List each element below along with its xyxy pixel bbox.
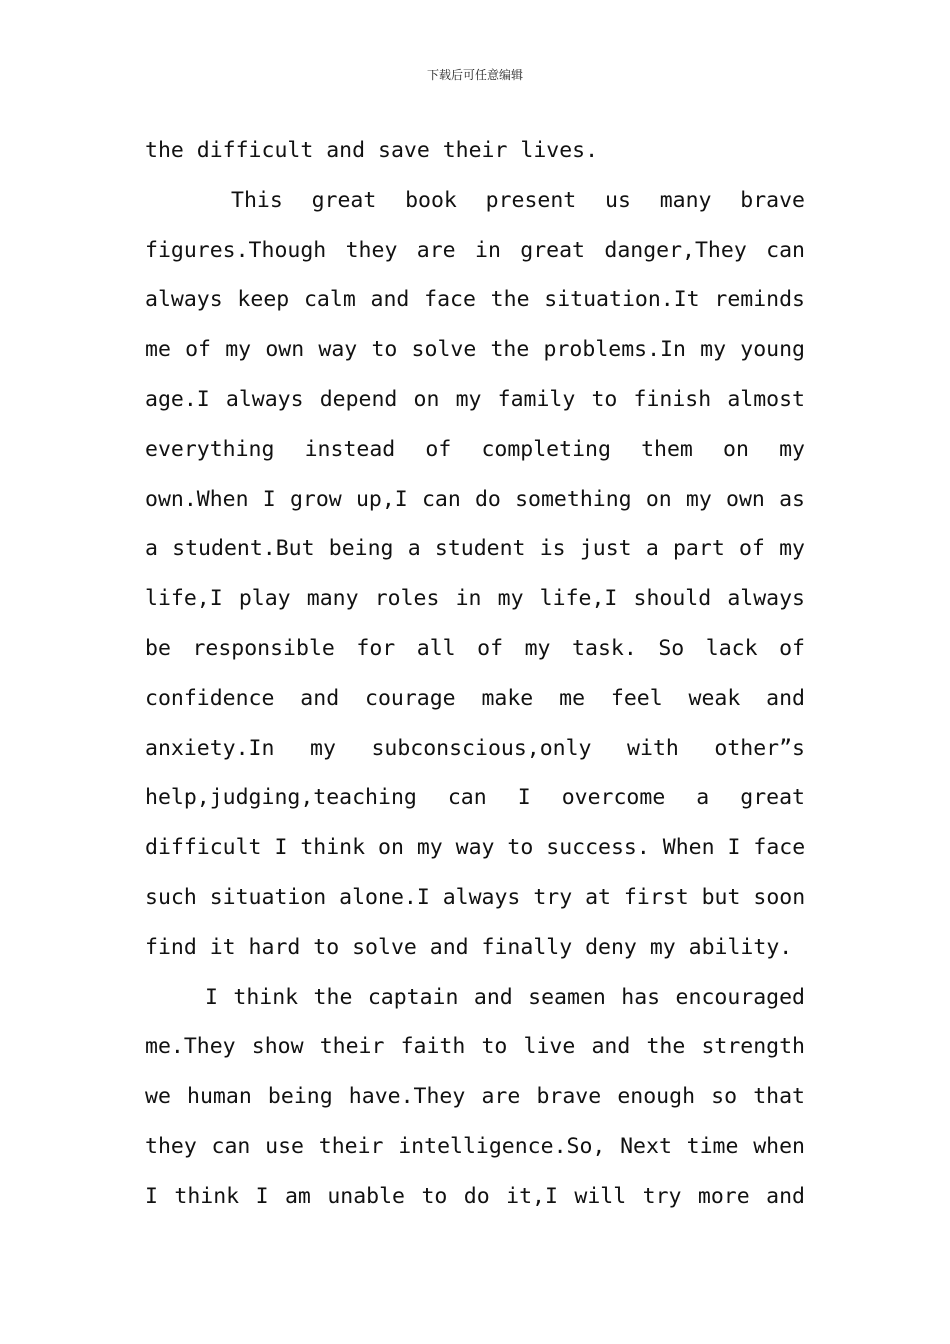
- text-line: be responsible for all of my task. So lack of: [145, 635, 805, 661]
- text-line: they can use their intelligence.So, Next time when: [145, 1133, 805, 1159]
- text-line: me of my own way to solve the problems.In my young: [145, 337, 805, 363]
- text-line: the difficult and save their lives.: [145, 138, 599, 163]
- text-line: anxiety.In my subconscious,only with other”s: [145, 735, 805, 761]
- text-line: I think I am unable to do it,I will try more and: [145, 1183, 805, 1209]
- text-line: figures.Though they are in great danger,They can: [145, 237, 805, 263]
- text-line: age.I always depend on my family to finish almost: [145, 386, 805, 412]
- body-text: [145, 126, 805, 1222]
- text-line: always keep calm and face the situation.It reminds: [145, 287, 805, 313]
- paragraph: [145, 973, 805, 1222]
- paragraph: [145, 126, 805, 176]
- paragraph: [145, 176, 805, 973]
- page-header-note: 下载后可任意编辑: [426, 68, 523, 82]
- text-line: find it hard to solve and finally deny my ability.: [145, 934, 793, 960]
- text-line: life,I play many roles in my life,I should always: [145, 586, 805, 612]
- text-line: help,judging,teaching can I overcome a great: [145, 785, 805, 811]
- text-line: me.They show their faith to live and the strength: [145, 1034, 805, 1060]
- text-line: such situation alone.I always try at first but soon: [145, 884, 806, 910]
- text-line: confidence and courage make me feel weak and: [145, 685, 805, 711]
- text-line: a student.But being a student is just a part of my: [145, 536, 805, 562]
- text-line: own.When I grow up,I can do something on my own as: [145, 486, 805, 512]
- text-line: everything instead of completing them on my: [145, 436, 805, 462]
- text-line: This great book present us many brave: [231, 187, 805, 213]
- text-line: I think the captain and seamen has encouraged: [205, 984, 805, 1010]
- text-line: we human being have.They are brave enough so that: [145, 1084, 805, 1110]
- text-line: difficult I think on my way to success. When I face: [145, 835, 806, 861]
